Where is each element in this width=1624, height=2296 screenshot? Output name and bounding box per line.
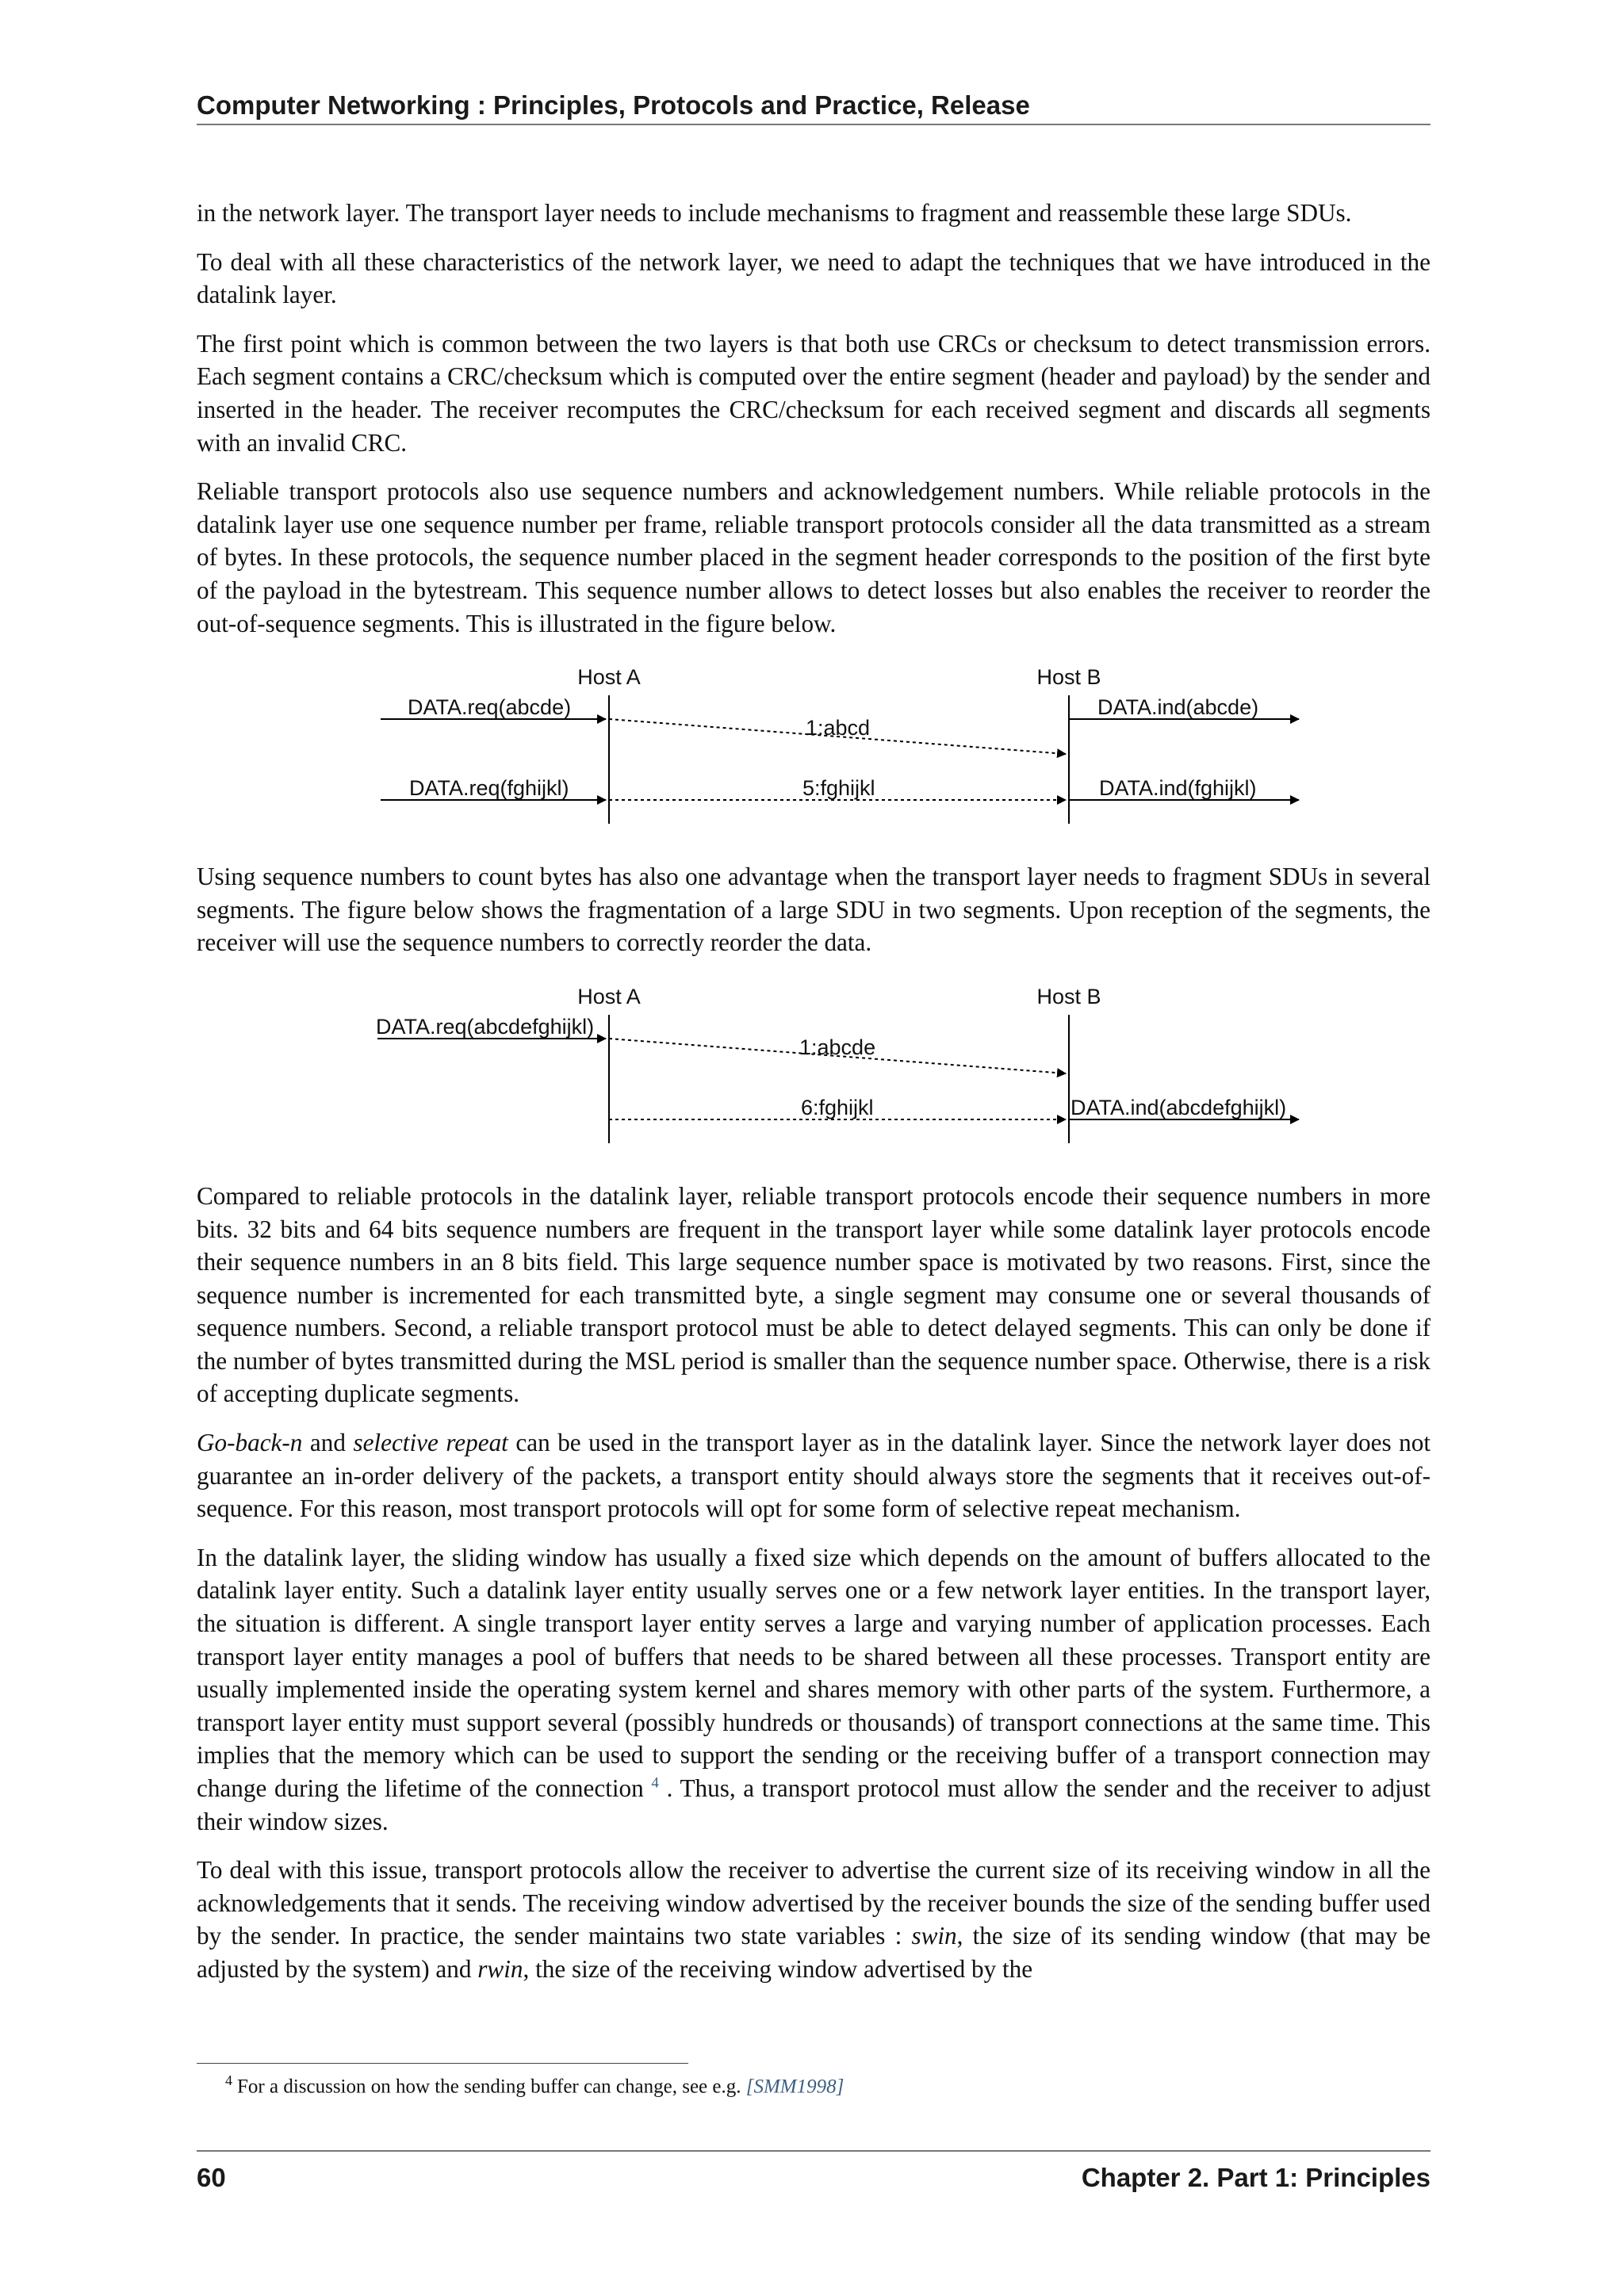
ind-label: DATA.ind(abcdefghijkl) [1071, 1095, 1287, 1119]
paragraph-3: The first point which is common between the two layers is that both use CRCs or checksum to detect transmission errors. Each segment contains a CRC/checksum which is computed over the entire segment (header and payload) by the sender and inserted in the header. The receiver recomputes the CRC/checksum for each received segment and discards all segments with an invalid CRC. [197, 329, 1431, 457]
host-b-label: Host B [1036, 984, 1101, 1008]
host-a-label: Host A [577, 665, 641, 690]
footnote [225, 2072, 1415, 2098]
paragraph-2: To deal with all these characteristics of the network layer, we need to adapt the techniques that we have introduced in the datalink layer. [197, 247, 1431, 309]
paragraph-8 [197, 1541, 1431, 1838]
text-run: , the size of the receiving window advertised by the [523, 1954, 1033, 1983]
page-footer [197, 2150, 1431, 2192]
figure-2-svg [197, 975, 1431, 1165]
segment2-label: 5:fghijkl [802, 776, 875, 801]
page-number: 60 [197, 2163, 226, 2192]
paragraph-7 [197, 1426, 1431, 1525]
ind1-label: DATA.ind(abcde) [1097, 695, 1259, 720]
running-header: Computer Networking : Principles, Protocols and Practice, Release [197, 90, 1431, 125]
host-b-label: Host B [1036, 665, 1101, 690]
req-label: DATA.req(abcdefghijkl) [376, 1014, 595, 1039]
paragraph-6: Compared to reliable protocols in the datalink layer, reliable transport protocols encode their sequence numbers in more bits. 32 bits and 64 bits sequence numbers are frequent in the transport layer while some datalink layer protocols encode their sequence numbers in an 8 bits field. This large sequence number space is motivated by two reasons. First, since the sequence number is incremented for each transmitted byte, a single segment may consume one or several thousands of sequence numbers. Second, a reliable transport protocol must be able to detect delayed segments. This can only be done if the number of bytes transmitted during the MSL period is smaller than the sequence number space. Otherwise, there is a risk of accepting duplicate segments. [197, 1181, 1431, 1408]
paragraph-4: Reliable transport protocols also use sequence numbers and acknowledgement numbers. While reliable protocols in the datalink layer use one sequence number per frame, reliable transport protocols consider all the data transmitted as a stream of bytes. In these protocols, the sequence number placed in the segment header corresponds to the position of the first byte of the payload in the bytestream. This sequence number allows to detect losses but also enables the receiver to reorder the out-of-sequence segments. This is illustrated in the figure below. [197, 477, 1431, 637]
figure-1-svg [197, 656, 1431, 846]
paragraph-1: in the network layer. The transport layer needs to include mechanisms to fragment and reassemble these large SDUs. [197, 199, 1352, 227]
host-a-label: Host A [577, 984, 641, 1008]
term-selective-repeat: selective repeat [353, 1429, 508, 1457]
term-rwin: rwin [477, 1954, 523, 1983]
text-run: can be used in the transport layer as in the datalink layer. Since the network layer does not guarantee an in-order delivery of the packets, a transport entity should always store the segments that it receives out-of-sequence. For this reason, most transport protocols will opt for some form of selective repeat mechanism. [197, 1429, 1431, 1523]
req1-label: DATA.req(abcde) [408, 695, 572, 720]
footnote-number: 4 [225, 2072, 232, 2088]
figure-sequence-numbers [197, 656, 1431, 846]
term-go-back-n: Go-back-n [197, 1429, 303, 1457]
text-run: and [302, 1429, 354, 1457]
text-run: In the datalink layer, the sliding window has usually a fixed size which depends on the amount of buffers allocated to the datalink layer entity. Such a datalink layer entity usually serves one or a few network layer entities. In the transport layer, the situation is different. A single transport layer entity serves a large and varying number of application processes. Each transport layer entity manages a pool of buffers that needs to be shared between all these processes. Transport entity are usually implemented inside the operating system kernel and shares memory with other parts of the system. Furthermore, a transport layer entity must support several (possibly hundreds or thousands) of transport connections at the same time. This implies that the memory which can be used to support the sending or the receiving buffer of a transport connection may change during the lifetime of the connection [197, 1543, 1431, 1802]
figure-fragmentation [197, 975, 1431, 1165]
body-text [197, 197, 1431, 2002]
citation-link[interactable]: [SMM1998] [745, 2076, 845, 2098]
chapter-title: Chapter 2. Part 1: Principles [1081, 2163, 1431, 2192]
paragraph-5: Using sequence numbers to count bytes has also one advantage when the transport layer needs to fragment SDUs in several segments. The figure below shows the fragmentation of a large SDU in two segments. Upon reception of the segments, the receiver will use the sequence numbers to correctly reorder the data. [197, 863, 1431, 957]
ind2-label: DATA.ind(fghijkl) [1099, 776, 1257, 801]
paragraph-9 [197, 1854, 1431, 1985]
term-swin: swin [911, 1922, 957, 1950]
segment1-label: 1:abcde [799, 1035, 876, 1059]
footnote-text: For a discussion on how the sending buffer can change, see e.g. [237, 2076, 746, 2098]
footnote-ref[interactable]: 4 [651, 1774, 659, 1792]
req2-label: DATA.req(fghijkl) [409, 776, 569, 801]
text-run: , the size of its sending window (that may be adjusted by the system) and [197, 1922, 1431, 1983]
segment2-label: 6:fghijkl [801, 1095, 874, 1119]
segment1-label: 1:abcd [806, 716, 871, 740]
text-run: . Thus, a transport protocol must allow the sender and the receiver to adjust their window sizes. [197, 1774, 1431, 1835]
text-run: To deal with this issue, transport protocols allow the receiver to advertise the current size of its receiving window in all the acknowledgements that it sends. The receiving window advertised by the receiver bounds the size of the sending buffer used by the sender. In practice, the sender maintains two state variables : [197, 1856, 1431, 1950]
footnote-divider [197, 2063, 688, 2064]
